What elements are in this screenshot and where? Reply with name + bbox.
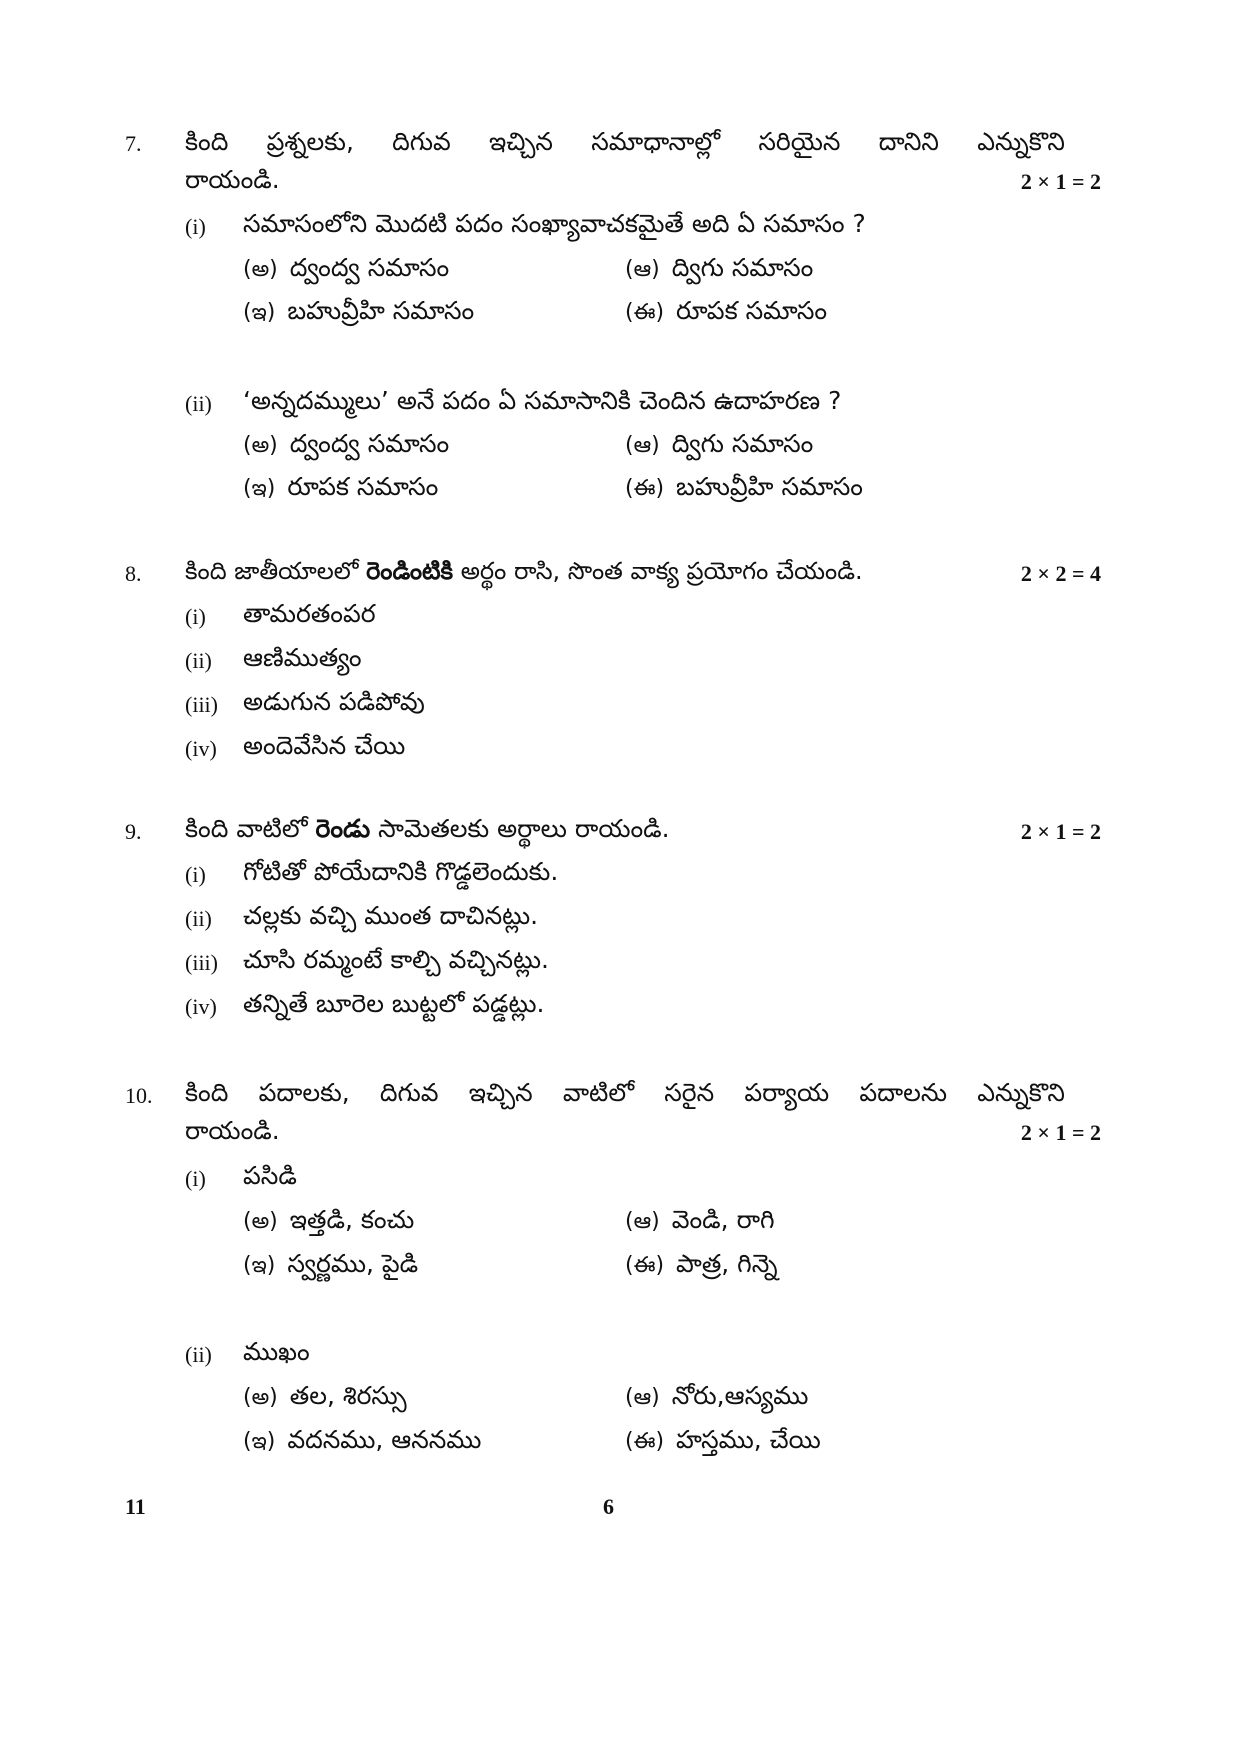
sub-question-label: (ii) [185, 1342, 212, 1367]
question-number: 10. [125, 1083, 153, 1108]
list-item: తామరతంపర [243, 599, 376, 628]
option-b: (ఆ) ద్విగు సమాసం [625, 429, 814, 458]
marks-label: 2 × 1 = 2 [1020, 1120, 1101, 1145]
option-a: (అ) తల, శిరస్సు [243, 1381, 407, 1410]
item-label: (iv) [185, 736, 217, 761]
option-b: (ఆ) నోరు,ఆస్యము [625, 1381, 809, 1410]
question-prompt: కింది జాతీయాలలో రెండింటికి అర్థం రాసి, సొంత వాక్య ప్రయోగం చేయండి. [185, 557, 863, 585]
question-number: 8. [125, 561, 142, 586]
page-number: 6 [603, 1494, 614, 1519]
question-prompt: కింది పదాలకు, దిగువ ఇచ్చిన వాటిలో సరైన పర్యాయ పదాలను ఎన్నుకొని [185, 1078, 1065, 1107]
option-a: (అ) ద్వంద్వ సమాసం [243, 253, 450, 282]
option-d: (ఈ) బహువ్రీహి సమాసం [625, 472, 863, 501]
sub-question-label: (i) [185, 1166, 206, 1191]
item-label: (iii) [185, 692, 218, 717]
list-item: చల్లకు వచ్చి ముంత దాచినట్లు. [243, 901, 539, 930]
option-d: (ఈ) హస్తము, చేయి [625, 1425, 821, 1454]
option-c: (ఇ) స్వర్ణము, పైడి [243, 1249, 419, 1278]
item-label: (iv) [185, 994, 217, 1019]
sub-question-word: ముఖం [243, 1337, 310, 1366]
option-d: (ఈ) రూపక సమాసం [625, 296, 828, 325]
marks-label: 2 × 2 = 4 [1020, 561, 1101, 586]
sub-question-label: (ii) [185, 391, 212, 416]
list-item: అడుగున పడిపోవు [243, 687, 425, 716]
option-d: (ఈ) పాత్ర, గిన్నె [625, 1249, 778, 1278]
option-c: (ఇ) రూపక సమాసం [243, 472, 439, 501]
paper-code: 11 [125, 1494, 146, 1519]
question-prompt: కింది వాటిలో రెండు సామెతలకు అర్థాలు రాయండి. [185, 814, 670, 843]
list-item: ఆణిముత్యం [243, 643, 362, 672]
question-prompt-continued: రాయండి. [185, 165, 280, 194]
sub-question-text: సమాసంలోని మొదటి పదం సంఖ్యావాచకమైతే అది ఏ సమాసం ? [243, 209, 866, 238]
item-label: (i) [185, 862, 206, 887]
question-prompt-continued: రాయండి. [185, 1116, 280, 1145]
sub-question-label: (i) [185, 214, 206, 239]
option-b: (ఆ) వెండి, రాగి [625, 1205, 775, 1234]
list-item: గోటితో పోయేదానికి గొడ్డలెందుకు. [243, 857, 559, 886]
sub-question-word: పసిడి [243, 1161, 297, 1190]
item-label: (ii) [185, 906, 212, 931]
option-a: (అ) ఇత్తడి, కంచు [243, 1205, 415, 1234]
item-label: (iii) [185, 950, 218, 975]
option-c: (ఇ) వదనము, ఆననము [243, 1425, 482, 1454]
option-b: (ఆ) ద్విగు సమాసం [625, 253, 814, 282]
marks-label: 2 × 1 = 2 [1020, 819, 1101, 844]
question-prompt: కింది ప్రశ్నలకు, దిగువ ఇచ్చిన సమాధానాల్లో సరియైన దానిని ఎన్నుకొని [185, 127, 1065, 156]
sub-question-text: ‘అన్నదమ్ములు’ అనే పదం ఏ సమాసానికి చెందిన ఉదాహరణ ? [243, 386, 842, 415]
list-item: తన్నితే బూరెల బుట్టలో పడ్డట్లు. [243, 989, 545, 1018]
marks-label: 2 × 1 = 2 [1020, 169, 1101, 194]
list-item: చూసి రమ్మంటే కాల్చి వచ్చినట్లు. [243, 945, 549, 974]
list-item: అందెవేసిన చేయి [243, 731, 406, 760]
question-number: 9. [125, 819, 142, 844]
item-label: (i) [185, 604, 206, 629]
option-a: (అ) ద్వంద్వ సమాసం [243, 429, 450, 458]
question-number: 7. [125, 131, 142, 156]
item-label: (ii) [185, 648, 212, 673]
option-c: (ఇ) బహువ్రీహి సమాసం [243, 296, 475, 325]
